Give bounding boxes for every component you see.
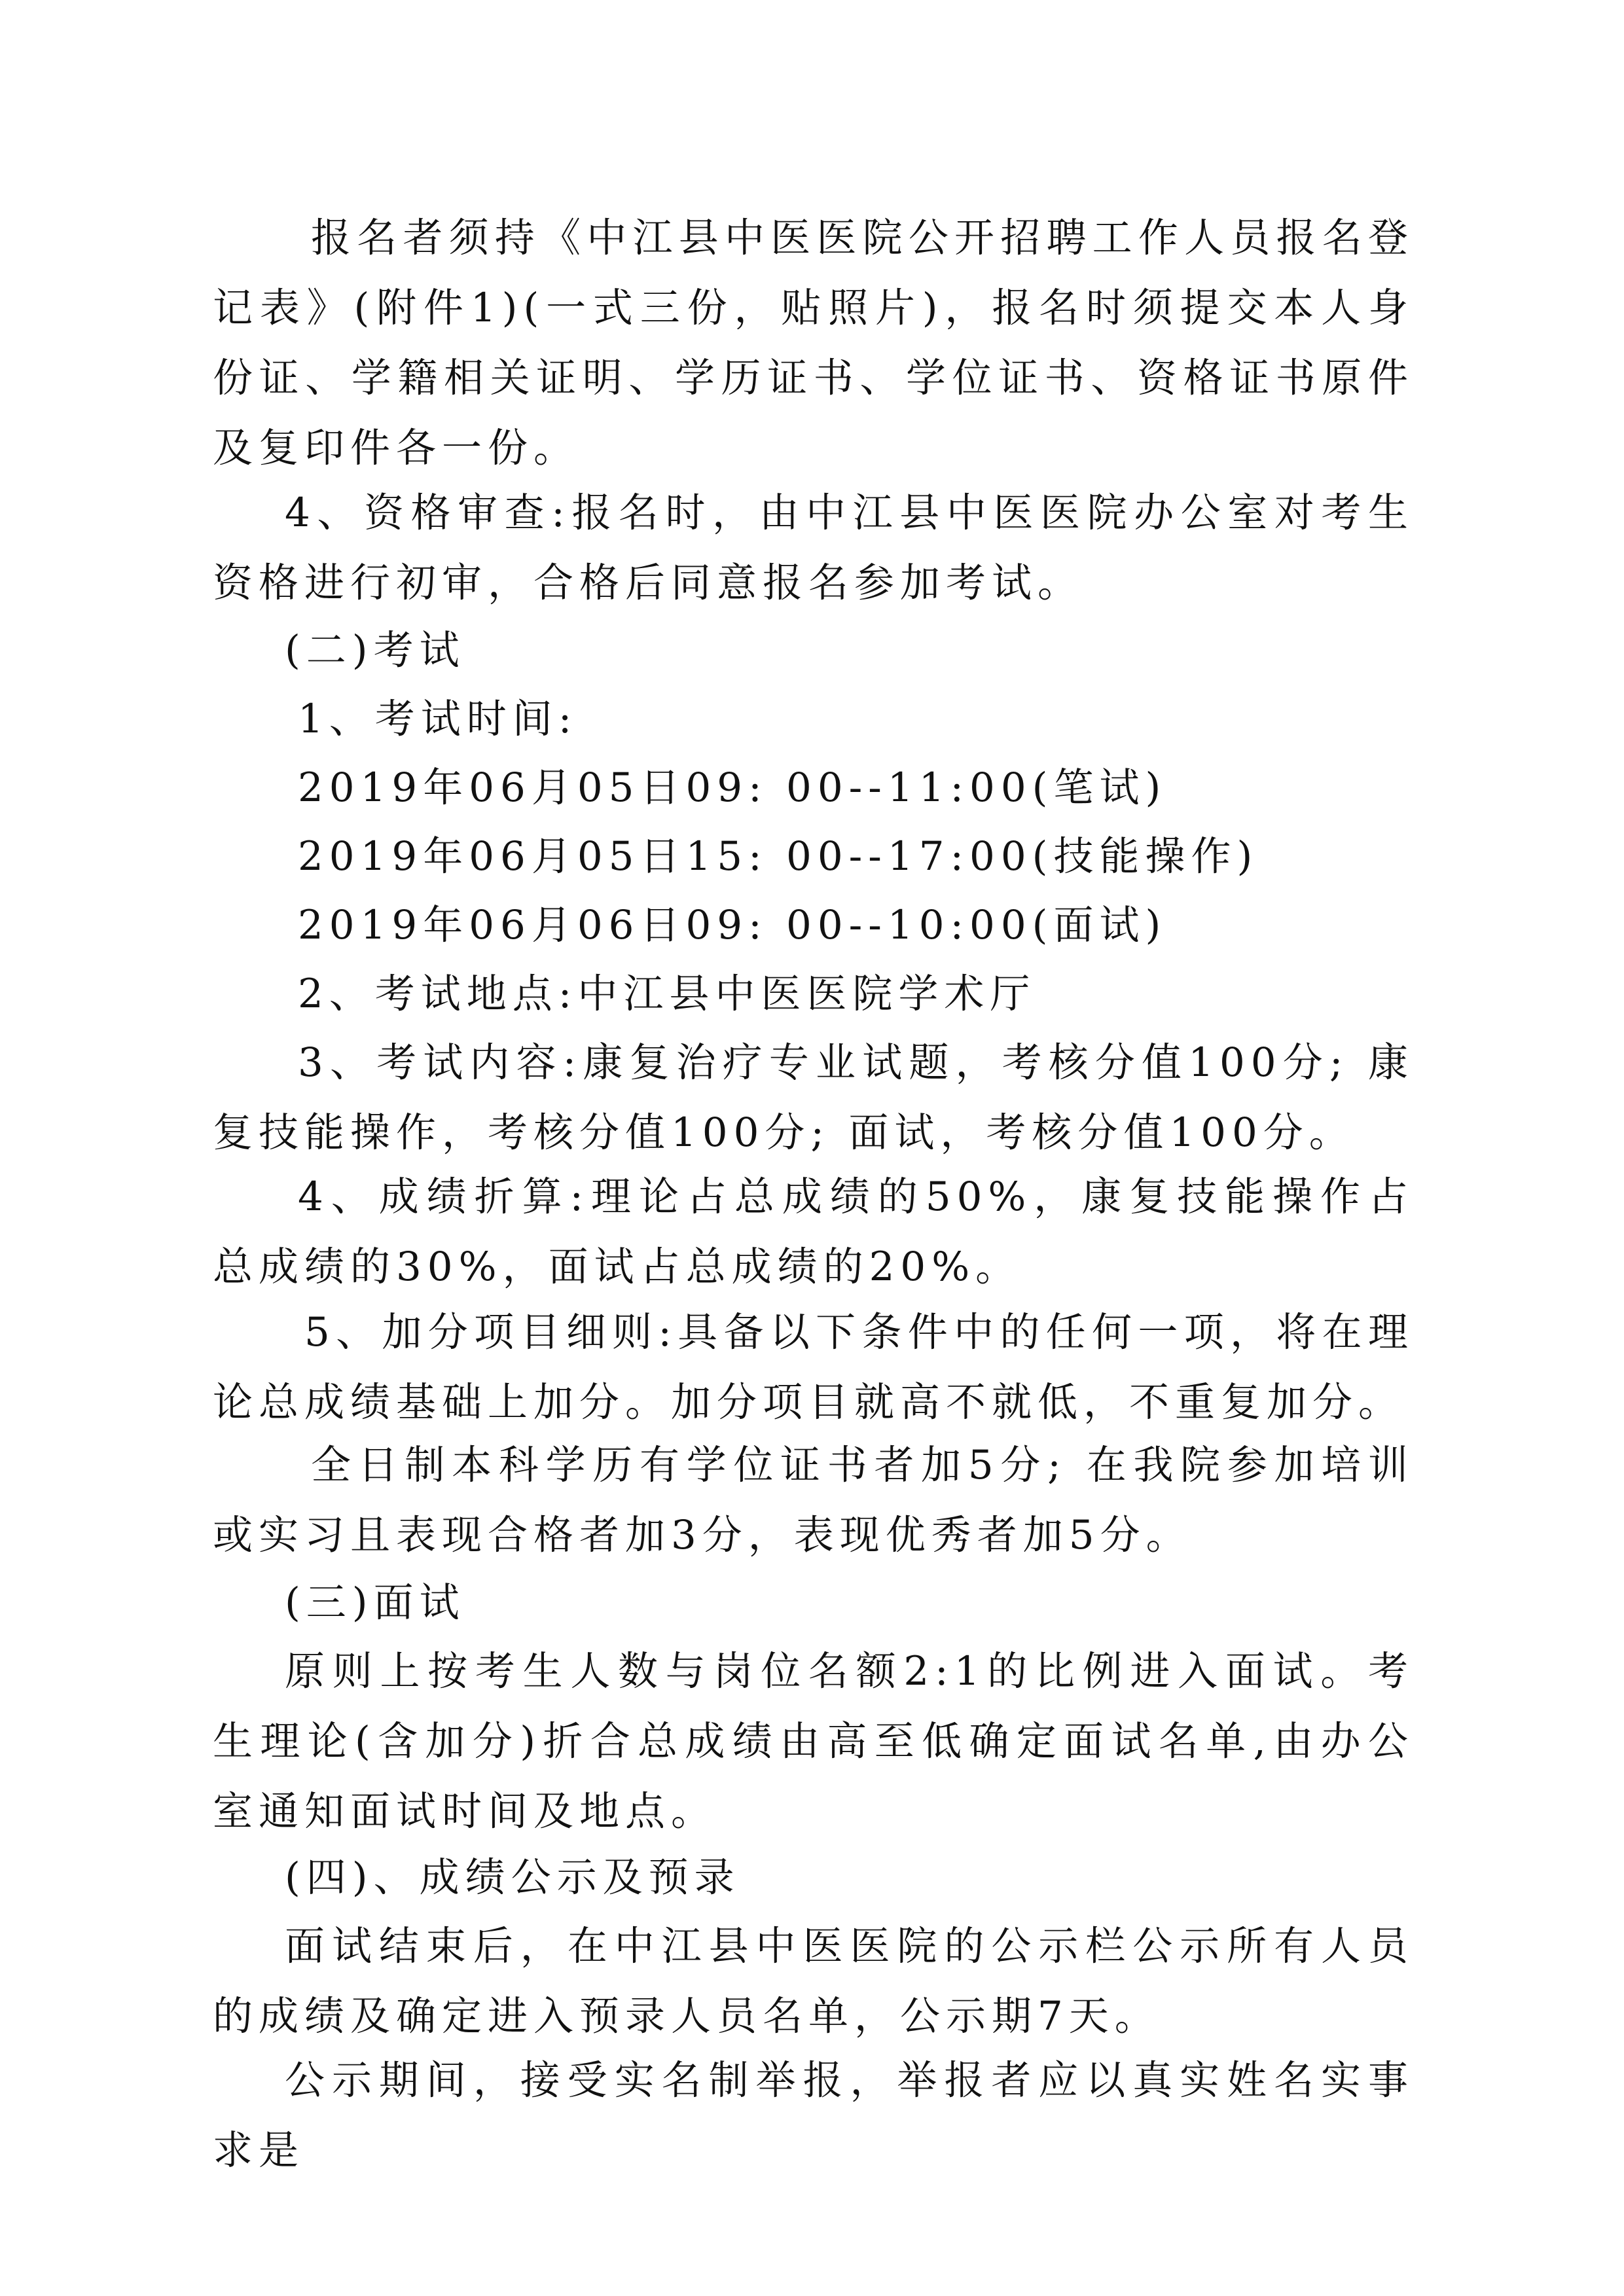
heading-interview: (三)面试	[285, 1579, 465, 1626]
paragraph-exam-content: 3、考试内容:康复治疗专业试题，考核分值100分; 康复技能操作，考核分值100分; 面试，考核分值100分。	[213, 1039, 1414, 1156]
paragraph-score-weighting: 4、成绩折算:理论占总成绩的50%，康复技能操作占总成绩的30%，面试占总成绩的20%。	[213, 1174, 1414, 1290]
paragraph-bonus-details: 全日制本科学历有学位证书者加5分; 在我院参加培训或实习且表现合格者加3分，表现优秀者加5分。	[213, 1442, 1414, 1558]
exam-location: 2、考试地点:中江县中医医院学术厅	[298, 971, 1036, 1017]
exam-time-skills: 2019年06月05日15: 00--17:00(技能操作)	[298, 833, 1259, 880]
exam-time-label: 1、考试时间:	[298, 696, 578, 742]
paragraph-registration-materials: 报名者须持《中江县中医医院公开招聘工作人员报名登记表》(附件1)(一式三份，贴照片)，报名时须提交本人身份证、学籍相关证明、学历证书、学位证书、资格证书原件及复印件各一份。	[213, 215, 1414, 471]
paragraph-qualification-review: 4、资格审查:报名时，由中江县中医医院办公室对考生资格进行初审，合格后同意报名参加考试。	[213, 490, 1414, 606]
heading-results-publication: (四)、成绩公示及预录	[285, 1854, 740, 1901]
paragraph-report-acceptance: 公示期间，接受实名制举报，举报者应以真实姓名实事求是	[213, 2057, 1414, 2174]
exam-time-interview: 2019年06月06日09: 00--10:00(面试)	[298, 902, 1167, 948]
heading-exam: (二)考试	[285, 627, 465, 673]
paragraph-bonus-rules: 5、加分项目细则:具备以下条件中的任何一项，将在理论总成绩基础上加分。加分项目就高不就低，不重复加分。	[213, 1309, 1414, 1426]
exam-time-written: 2019年06月05日09: 00--11:00(笔试)	[298, 764, 1167, 811]
paragraph-results-publication: 面试结束后，在中江县中医医院的公示栏公示所有人员的成绩及确定进入预录人员名单，公示期7天。	[213, 1923, 1414, 2039]
paragraph-interview-rules: 原则上按考生人数与岗位名额2:1的比例进入面试。考生理论(含加分)折合总成绩由高至低确定面试名单,由办公室通知面试时间及地点。	[213, 1648, 1414, 1835]
